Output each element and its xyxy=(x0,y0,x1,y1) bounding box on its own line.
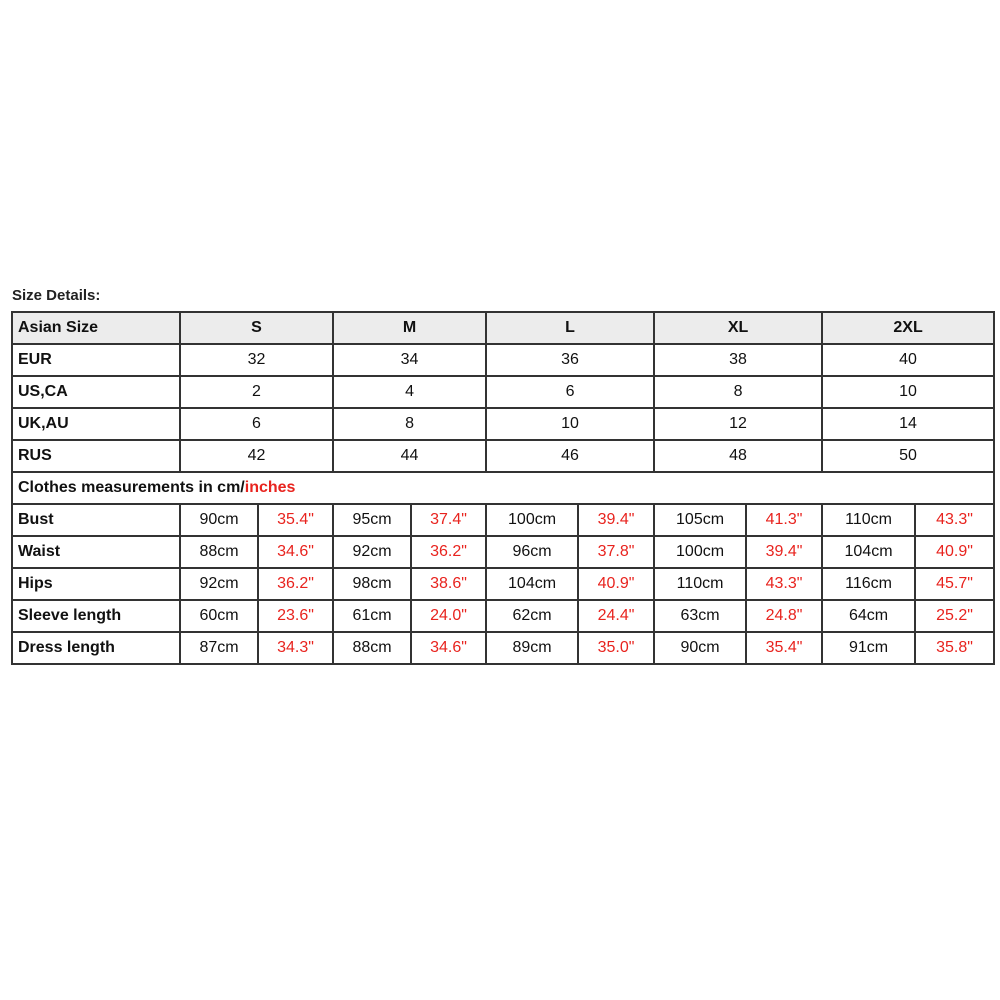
cm-cell: 62cm xyxy=(486,600,578,632)
section-row xyxy=(12,472,994,504)
conversion-cell: 4 xyxy=(333,376,486,408)
conversion-cell: 2 xyxy=(180,376,333,408)
inch-cell: 25.2" xyxy=(915,600,994,632)
size-header-cell: L xyxy=(486,312,654,344)
row-label: US,CA xyxy=(12,376,180,408)
inch-cell: 41.3" xyxy=(746,504,822,536)
conversion-cell: 36 xyxy=(486,344,654,376)
inch-cell: 36.2" xyxy=(258,568,333,600)
conversion-cell: 10 xyxy=(486,408,654,440)
cm-cell: 64cm xyxy=(822,600,915,632)
conversion-cell: 40 xyxy=(822,344,994,376)
conversion-cell: 6 xyxy=(486,376,654,408)
inch-cell: 38.6" xyxy=(411,568,486,600)
inch-cell: 40.9" xyxy=(915,536,994,568)
cm-cell: 91cm xyxy=(822,632,915,664)
inch-cell: 37.4" xyxy=(411,504,486,536)
cm-cell: 88cm xyxy=(180,536,258,568)
size-header-row xyxy=(12,312,994,344)
inch-cell: 39.4" xyxy=(746,536,822,568)
conversion-row xyxy=(12,408,994,440)
cm-cell: 92cm xyxy=(333,536,411,568)
inch-cell: 39.4" xyxy=(578,504,654,536)
inch-cell: 43.3" xyxy=(915,504,994,536)
measurement-row xyxy=(12,536,994,568)
cm-cell: 89cm xyxy=(486,632,578,664)
cm-cell: 92cm xyxy=(180,568,258,600)
section-label: Clothes measurements in cm/ xyxy=(18,479,245,496)
cm-cell: 104cm xyxy=(486,568,578,600)
conversion-cell: 6 xyxy=(180,408,333,440)
inch-cell: 45.7" xyxy=(915,568,994,600)
inch-cell: 43.3" xyxy=(746,568,822,600)
conversion-cell: 10 xyxy=(822,376,994,408)
conversion-cell: 8 xyxy=(654,376,822,408)
cm-cell: 104cm xyxy=(822,536,915,568)
size-header-cell: XL xyxy=(654,312,822,344)
size-header-cell: 2XL xyxy=(822,312,994,344)
inch-cell: 24.0" xyxy=(411,600,486,632)
page-title: Size Details: xyxy=(12,287,101,304)
measurement-row xyxy=(12,632,994,664)
row-label: EUR xyxy=(12,344,180,376)
row-label: Hips xyxy=(12,568,180,600)
size-chart-body xyxy=(12,312,994,664)
conversion-row xyxy=(12,440,994,472)
inch-cell: 34.3" xyxy=(258,632,333,664)
cm-cell: 96cm xyxy=(486,536,578,568)
header-label-cell: Asian Size xyxy=(12,312,180,344)
row-label: RUS xyxy=(12,440,180,472)
row-label: UK,AU xyxy=(12,408,180,440)
inch-cell: 35.8" xyxy=(915,632,994,664)
conversion-cell: 14 xyxy=(822,408,994,440)
conversion-cell: 50 xyxy=(822,440,994,472)
cm-cell: 100cm xyxy=(654,536,746,568)
inch-cell: 37.8" xyxy=(578,536,654,568)
conversion-cell: 42 xyxy=(180,440,333,472)
inch-cell: 40.9" xyxy=(578,568,654,600)
cm-cell: 63cm xyxy=(654,600,746,632)
conversion-row xyxy=(12,344,994,376)
inch-cell: 36.2" xyxy=(411,536,486,568)
cm-cell: 60cm xyxy=(180,600,258,632)
cm-cell: 61cm xyxy=(333,600,411,632)
cm-cell: 90cm xyxy=(654,632,746,664)
inch-cell: 24.4" xyxy=(578,600,654,632)
size-chart-table xyxy=(11,311,995,665)
inch-cell: 34.6" xyxy=(411,632,486,664)
inch-cell: 34.6" xyxy=(258,536,333,568)
cm-cell: 116cm xyxy=(822,568,915,600)
section-label-highlight: inches xyxy=(244,479,296,496)
conversion-cell: 48 xyxy=(654,440,822,472)
inch-cell: 35.4" xyxy=(746,632,822,664)
conversion-cell: 46 xyxy=(486,440,654,472)
conversion-cell: 12 xyxy=(654,408,822,440)
measurement-row xyxy=(12,568,994,600)
size-header-cell: M xyxy=(333,312,486,344)
measurement-row xyxy=(12,600,994,632)
conversion-row xyxy=(12,376,994,408)
cm-cell: 88cm xyxy=(333,632,411,664)
cm-cell: 110cm xyxy=(654,568,746,600)
row-label: Sleeve length xyxy=(12,600,180,632)
inch-cell: 35.4" xyxy=(258,504,333,536)
inch-cell: 23.6" xyxy=(258,600,333,632)
measurement-row xyxy=(12,504,994,536)
conversion-cell: 44 xyxy=(333,440,486,472)
cm-cell: 105cm xyxy=(654,504,746,536)
row-label: Dress length xyxy=(12,632,180,664)
cm-cell: 90cm xyxy=(180,504,258,536)
conversion-cell: 32 xyxy=(180,344,333,376)
cm-cell: 100cm xyxy=(486,504,578,536)
size-header-cell: S xyxy=(180,312,333,344)
conversion-cell: 8 xyxy=(333,408,486,440)
row-label: Waist xyxy=(12,536,180,568)
cm-cell: 87cm xyxy=(180,632,258,664)
section-label-cell xyxy=(12,472,994,504)
inch-cell: 24.8" xyxy=(746,600,822,632)
row-label: Bust xyxy=(12,504,180,536)
cm-cell: 98cm xyxy=(333,568,411,600)
inch-cell: 35.0" xyxy=(578,632,654,664)
cm-cell: 95cm xyxy=(333,504,411,536)
cm-cell: 110cm xyxy=(822,504,915,536)
conversion-cell: 38 xyxy=(654,344,822,376)
conversion-cell: 34 xyxy=(333,344,486,376)
